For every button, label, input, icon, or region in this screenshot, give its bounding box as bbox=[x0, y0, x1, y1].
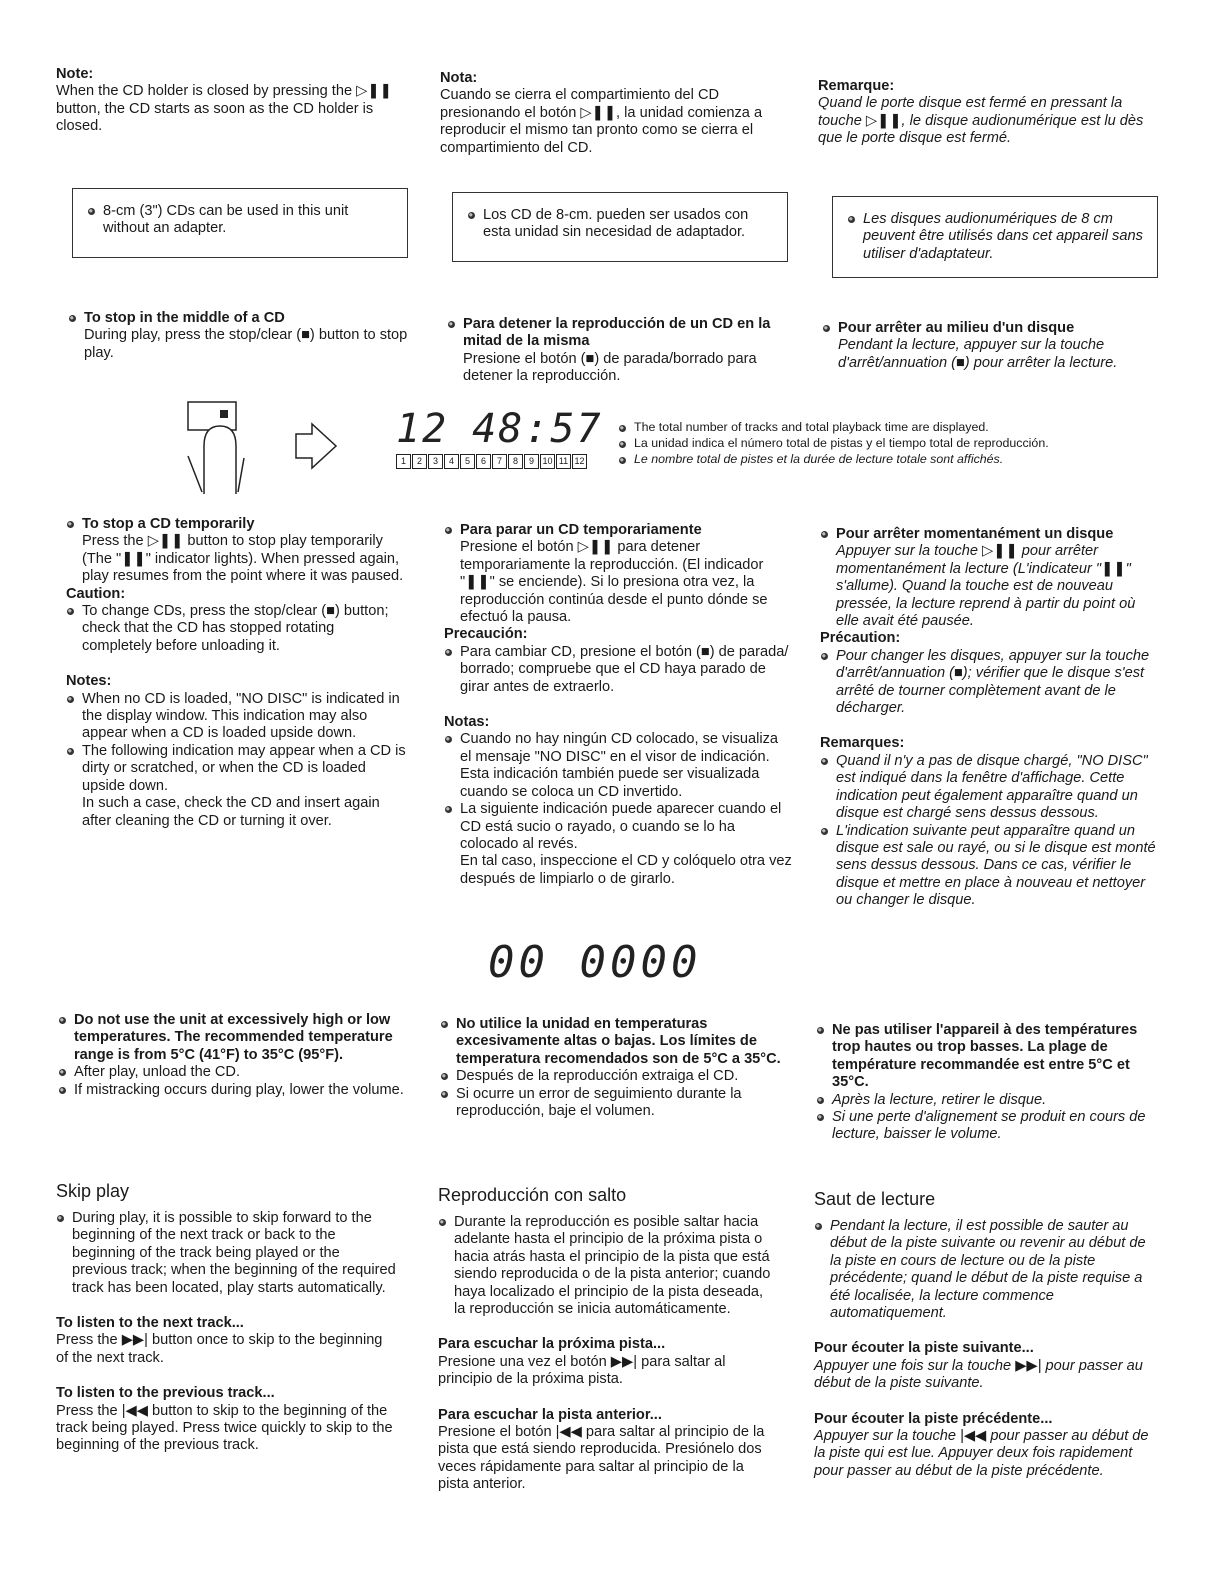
stop-middle-text: Presione el botón (■) de parada/borrado para detener la reproducción. bbox=[463, 350, 757, 385]
skip-title: Skip play bbox=[56, 1181, 130, 1201]
stop-middle-text: During play, press the stop/clear (■) button to stop play. bbox=[84, 327, 408, 361]
track-number-cell: 11 bbox=[556, 454, 571, 469]
skip-text: During play, it is possible to skip forward to the beginning of the next track or back to the beginning of the track being played or the previous track; when the beginning of the required track has been located, play starts automatically. bbox=[56, 1210, 396, 1297]
stop-temp-heading: Pour arrêter momentanément un disque bbox=[820, 526, 1162, 543]
stop-temp-text: Appuyer sur la touche ▷❚❚ pour arrêter momentanément la lecture (L'indicateur "❚❚" s'allume). Quand la touche est de nouveau pressée, la lecture reprend à partir du point où elle avait été pausée. bbox=[836, 543, 1136, 630]
track-number-grid bbox=[396, 454, 606, 469]
temperature-heading: No utilice la unidad en temperaturas excesivamente altas o bajas. Los límites de temperatura recomendados son de 5°C a 35°C. bbox=[440, 1016, 792, 1068]
notes-item-2: La siguiente indicación puede aparecer cuando el CD está sucio o rayado, o cuando se lo ha colocado al revés. bbox=[444, 801, 792, 853]
prev-text: Appuyer sur la touche |◀◀ pour passer au début de la piste qui est lue. Appuyer deux fois rapidement pour passer au début de la piste précédente. bbox=[814, 1428, 1149, 1479]
notes-heading: Notes: bbox=[66, 673, 112, 690]
next-text: Press the ▶▶| button once to skip to the beginning of the next track. bbox=[56, 1332, 383, 1366]
temperature-heading: Ne pas utiliser l'appareil à des températures trop hautes ou trop basses. La plage de température recommandée est entre 5°C et 35°C. bbox=[816, 1022, 1162, 1092]
stop-temp-heading: Para parar un CD temporariamente bbox=[444, 522, 792, 539]
after-play: After play, unload the CD. bbox=[58, 1064, 406, 1081]
track-number-cell: 4 bbox=[444, 454, 459, 469]
track-number-cell: 2 bbox=[412, 454, 427, 469]
notes-item-2: The following indication may appear when a CD is dirty or scratched, or when the CD is loaded upside down. bbox=[66, 743, 408, 795]
note-text: Quand le porte disque est fermé en pressant la touche ▷❚❚, le disque audionumérique est lu dès que le porte disque est fermé. bbox=[818, 95, 1144, 147]
error-readout bbox=[488, 937, 728, 988]
stop-middle-es bbox=[447, 316, 792, 386]
mistrack: Si une perte d'alignement se produit en cours de lecture, baisser le volume. bbox=[816, 1109, 1162, 1144]
notes-item-2: L'indication suivante peut apparaître quand un disque est sale ou rayé, ou si le disque est monté sens dessus dessous. Dans ce cas, vérifier le disque et mettre en place à nouveau et nettoyer ou changer le disque. bbox=[820, 823, 1162, 910]
next-text: Appuyer une fois sur la touche ▶▶| pour passer au début de la piste suivante. bbox=[814, 1357, 1143, 1392]
caution-heading: Précaution: bbox=[820, 630, 901, 647]
notes-item-1: When no CD is loaded, "NO DISC" is indicated in the display window. This indication may also appear when a CD is loaded upside down. bbox=[66, 691, 408, 743]
track-number-cell: 6 bbox=[476, 454, 491, 469]
caution-text: Pour changer les disques, appuyer sur la touche d'arrêt/annuation (■); vérifier que le disque s'est arrêté de tourner complètement avant de le décharger. bbox=[820, 648, 1162, 718]
track-number-cell: 8 bbox=[508, 454, 523, 469]
box-text: Los CD de 8-cm. pueden ser usados con esta unidad sin necesidad de adaptador. bbox=[467, 207, 773, 242]
skip-play-es bbox=[438, 1184, 774, 1494]
note-en bbox=[56, 66, 408, 136]
prev-text: Press the |◀◀ button to skip to the beginning of the track being played. Press twice quickly to skip to the beginning of the previous track. bbox=[56, 1402, 393, 1454]
prev-heading: Pour écouter la piste précédente... bbox=[814, 1410, 1053, 1427]
stop-middle-fr bbox=[822, 320, 1162, 372]
prev-heading: To listen to the previous track... bbox=[56, 1385, 275, 1402]
mistrack: Si ocurre un error de seguimiento durante la reproducción, baje el volumen. bbox=[440, 1086, 792, 1121]
info-box-en bbox=[72, 188, 408, 258]
display-note-en: The total number of tracks and total playback time are displayed. bbox=[618, 420, 1178, 436]
note-fr bbox=[818, 78, 1166, 148]
track-number-cell: 5 bbox=[460, 454, 475, 469]
note-text: Cuando se cierra el compartimiento del CD presionando el botón ▷❚❚, la unidad comienza a reproducir el mismo tan pronto como se cierra el compartimiento del CD. bbox=[440, 87, 763, 156]
skip-title: Reproducción con salto bbox=[438, 1185, 627, 1205]
stop-temp-es bbox=[444, 522, 792, 888]
info-box-fr bbox=[832, 196, 1158, 278]
prev-text: Presione el botón |◀◀ para saltar al principio de la pista que está siendo reproducida. Presiónelo dos veces rápidamente para saltar al principio de la pista anterior. bbox=[438, 1424, 765, 1493]
skip-title: Saut de lecture bbox=[814, 1189, 936, 1209]
lcd-track-count: 12 bbox=[396, 406, 449, 452]
skip-play-en bbox=[56, 1180, 396, 1455]
note-es bbox=[440, 70, 792, 157]
stop-temp-text: Press the ▷❚❚ button to stop play temporarily (The "❚❚" indicator lights). When pressed again, play resumes from the point where it was paused. bbox=[82, 533, 404, 585]
after-play: Después de la reproducción extraiga el CD. bbox=[440, 1068, 792, 1085]
notes-item-1: Quand il n'y a pas de disque chargé, "NO DISC" est indiqué dans la fenêtre d'affichage. Cette indication peut également apparaître quand un disque est chargé sens dessus dessous. bbox=[820, 753, 1162, 823]
note-heading: Nota: bbox=[440, 70, 478, 86]
temperature-es bbox=[440, 1016, 792, 1120]
next-text: Presione una vez el botón ▶▶| para saltar al principio de la próxima pista. bbox=[438, 1353, 726, 1388]
caution-heading: Caution: bbox=[66, 585, 126, 602]
caution-heading: Precaución: bbox=[444, 626, 528, 643]
display-note-fr: Le nombre total de pistes et la durée de lecture totale sont affichés. bbox=[618, 452, 1178, 468]
note-heading: Note: bbox=[56, 66, 94, 82]
stop-middle-heading: Pour arrêter au milieu d'un disque bbox=[822, 320, 1162, 337]
skip-play-fr bbox=[814, 1188, 1152, 1480]
skip-text: Durante la reproducción es posible saltar hacia adelante hasta el principio de la próxima pista o hacia atrás hasta el principio de la pista que está siendo reproducida o de la pista anterior; cuando haya localizado el principio de la pista deseada, la reproducción se inicia automáticamente. bbox=[438, 1214, 774, 1318]
track-number-cell: 7 bbox=[492, 454, 507, 469]
stop-temp-text: Presione el botón ▷❚❚ para detener temporariamente la reproducción. (El indicador "❚❚" se enciende). Si lo presiona otra vez, la reproducción continúa desde el punto dónde se efectuó la pausa. bbox=[460, 539, 768, 626]
next-heading: Pour écouter la piste suivante... bbox=[814, 1340, 1034, 1357]
box-text: Les disques audionumériques de 8 cm peuvent être utilisés dans cet appareil sans utiliser d'adaptateur. bbox=[847, 211, 1143, 263]
display-note-es: La unidad indica el número total de pistas y el tiempo total de reproducción. bbox=[618, 436, 1178, 452]
temperature-en bbox=[58, 1012, 406, 1099]
stop-button-illustration bbox=[180, 396, 340, 496]
track-number-cell: 10 bbox=[540, 454, 555, 469]
notes-heading: Remarques: bbox=[820, 735, 905, 752]
next-heading: To listen to the next track... bbox=[56, 1315, 244, 1332]
after-play: Après la lecture, retirer le disque. bbox=[816, 1092, 1162, 1109]
notes-item-2b: En tal caso, inspeccione el CD y colóquelo otra vez después de limpiarlo o de girarlo. bbox=[460, 853, 792, 887]
stop-middle-heading: To stop in the middle of a CD bbox=[68, 310, 408, 327]
note-text: When the CD holder is closed by pressing the ▷❚❚ button, the CD starts as soon as the CD holder is closed. bbox=[56, 83, 392, 135]
caution-text: Para cambiar CD, presione el botón (■) de parada/ borrado; compruebe que el CD haya parado de girar antes de extraerlo. bbox=[444, 644, 792, 696]
next-heading: Para escuchar la próxima pista... bbox=[438, 1336, 666, 1353]
stop-temp-en bbox=[66, 516, 408, 830]
stop-temp-heading: To stop a CD temporarily bbox=[66, 516, 408, 533]
prev-heading: Para escuchar la pista anterior... bbox=[438, 1406, 662, 1423]
stop-temp-fr bbox=[820, 526, 1162, 910]
track-number-cell: 3 bbox=[428, 454, 443, 469]
box-text: 8-cm (3") CDs can be used in this unit without an adapter. bbox=[87, 203, 393, 238]
caution-text: To change CDs, press the stop/clear (■) button; check that the CD has stopped rotating completely before unloading it. bbox=[66, 603, 408, 655]
temperature-fr bbox=[816, 1022, 1162, 1144]
lcd-total-time: 48:57 bbox=[472, 406, 603, 452]
stop-middle-en bbox=[68, 310, 408, 362]
notes-item-1: Cuando no hay ningún CD colocado, se visualiza el mensaje "NO DISC" en el visor de indicación. Esta indicación también puede ser visualizada cuando se coloca un CD invertido. bbox=[444, 731, 792, 801]
notes-item-2b: In such a case, check the CD and insert again after cleaning the CD or turning it over. bbox=[82, 795, 380, 829]
temperature-heading: Do not use the unit at excessively high or low temperatures. The recommended temperature range is from 5°C (41°F) to 35°C (95°F). bbox=[58, 1012, 406, 1064]
stop-middle-heading: Para detener la reproducción de un CD en la mitad de la misma bbox=[447, 316, 792, 351]
mistrack: If mistracking occurs during play, lower the volume. bbox=[58, 1082, 406, 1099]
display-notes bbox=[618, 420, 1178, 467]
lcd-display bbox=[396, 408, 606, 470]
skip-text: Pendant la lecture, il est possible de sauter au début de la piste suivante ou revenir au début de la piste en cours de lecture ou de la piste précédente; quand le début de la piste requise a été localisée, la lecture commence automatiquement. bbox=[814, 1218, 1152, 1322]
finger-press-icon bbox=[180, 396, 340, 496]
track-number-cell: 9 bbox=[524, 454, 539, 469]
info-box-es bbox=[452, 192, 788, 262]
track-number-cell: 1 bbox=[396, 454, 411, 469]
track-number-cell: 12 bbox=[572, 454, 587, 469]
note-heading: Remarque: bbox=[818, 78, 895, 94]
notes-heading: Notas: bbox=[444, 714, 490, 731]
error-readout-text: 00 0000 bbox=[488, 937, 702, 988]
stop-middle-text: Pendant la lecture, appuyer sur la touche d'arrêt/annuation (■) pour arrêter la lecture. bbox=[838, 337, 1118, 371]
